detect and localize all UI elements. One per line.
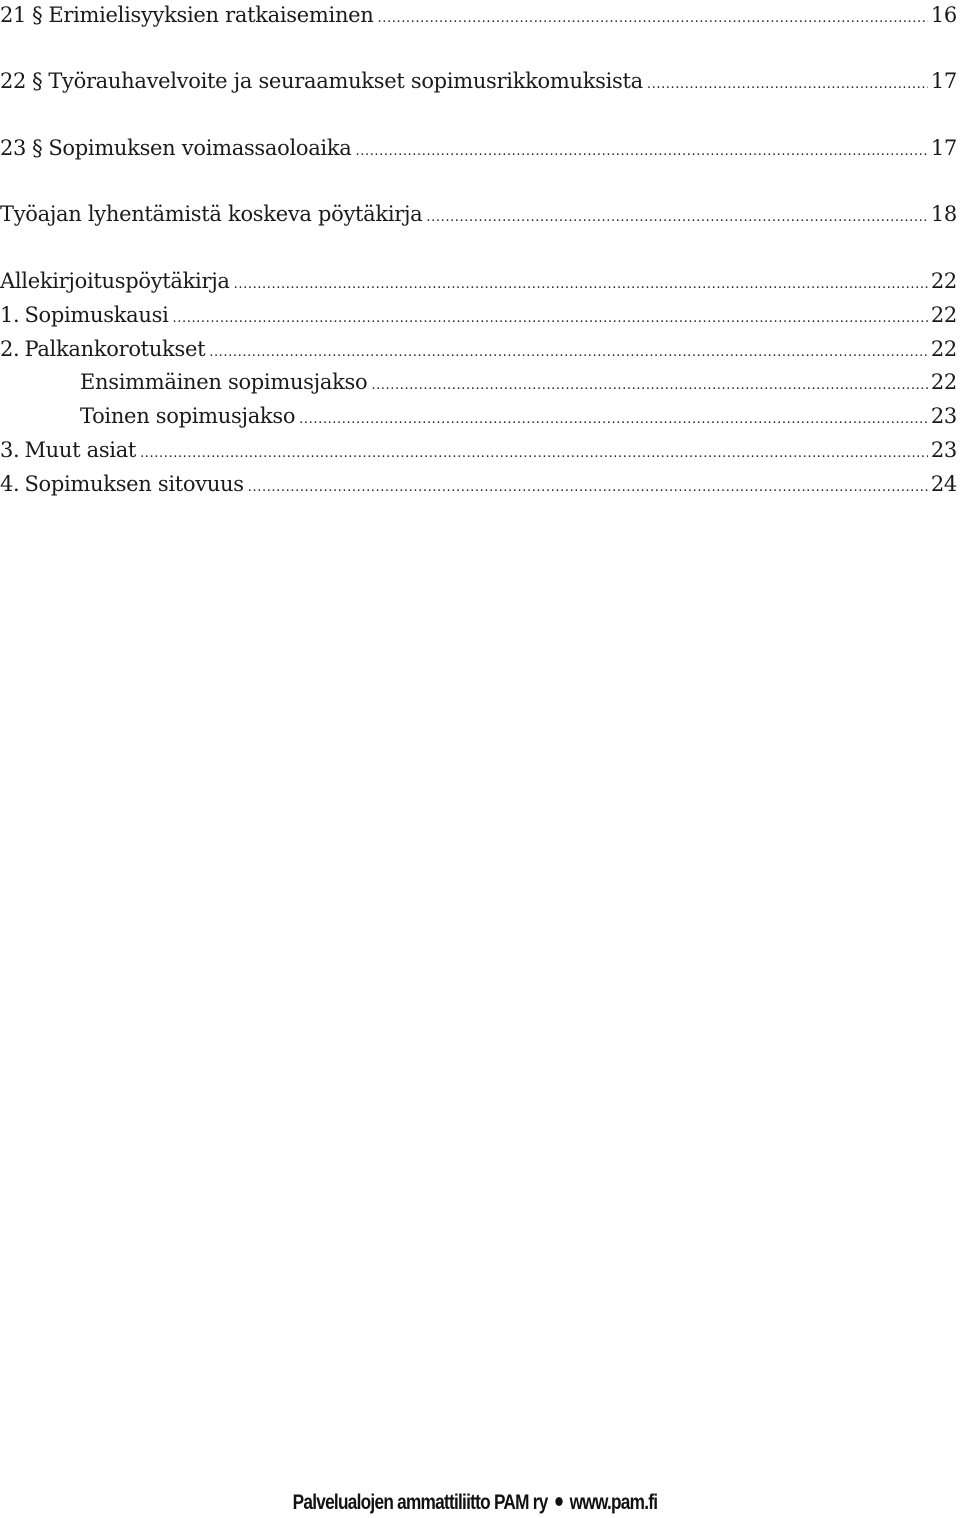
page-footer	[81, 1491, 868, 1515]
toc-entry-page: 16	[930, 3, 957, 27]
toc-entry[interactable]	[0, 369, 957, 399]
toc-entry-title: Toinen sopimusjakso	[80, 404, 296, 428]
toc-entry-number: 1.	[0, 303, 20, 327]
toc-entry-page: 22	[930, 337, 957, 361]
toc-entry-page: 17	[930, 69, 957, 93]
toc-entry-lead	[80, 403, 295, 429]
toc-entry[interactable]	[0, 336, 957, 366]
toc-entry-lead	[0, 2, 374, 28]
dot-leader	[140, 441, 928, 467]
dot-leader	[299, 407, 928, 433]
footer-organization: Palvelualojen ammattiliitto PAM ry	[292, 1491, 548, 1514]
toc-entry-lead	[0, 135, 352, 161]
toc-entry-page: 22	[930, 269, 957, 293]
toc-entry-number: 4.	[0, 472, 20, 496]
toc-entry-lead	[0, 201, 422, 227]
toc-entry[interactable]	[0, 302, 957, 332]
toc-entry-page: 22	[930, 303, 957, 327]
toc-entry-page: 17	[930, 136, 957, 160]
section-sign: §	[32, 69, 43, 93]
toc-entry[interactable]	[0, 2, 957, 32]
toc-entry-lead	[0, 437, 136, 463]
toc-entry-lead	[0, 268, 230, 294]
toc-entry-number: 23	[0, 136, 27, 160]
toc-entry-number: 3.	[0, 438, 20, 462]
toc-entry-number: 22	[0, 69, 27, 93]
toc-entry-title: Sopimuksen sitovuus	[24, 472, 244, 496]
toc-entry-title: Sopimuksen voimassaoloaika	[48, 136, 352, 160]
toc-entry-page: 24	[930, 472, 957, 496]
dot-leader	[378, 6, 928, 32]
toc-entry-number: 2.	[0, 337, 20, 361]
toc-entry[interactable]	[0, 135, 957, 165]
toc-entry-title: Sopimuskausi	[24, 303, 169, 327]
dot-leader	[426, 205, 927, 231]
toc-entry-title: Erimielisyyksien ratkaiseminen	[48, 3, 374, 27]
dot-leader	[356, 139, 928, 165]
dot-leader	[371, 373, 928, 399]
toc-entry-title: Muut asiat	[24, 438, 137, 462]
toc-entry-title: Työrauhavelvoite ja seuraamukset sopimusrikkomuksista	[48, 69, 643, 93]
toc-entry-number: 21	[0, 3, 27, 27]
dot-leader	[234, 272, 928, 298]
toc-entry[interactable]	[0, 268, 957, 298]
toc-entry-lead	[0, 471, 244, 497]
dot-leader	[209, 340, 928, 366]
toc-entry[interactable]	[0, 437, 957, 467]
toc-entry-page: 22	[930, 370, 957, 394]
section-sign: §	[32, 136, 43, 160]
toc-entry-page: 23	[930, 404, 957, 428]
toc-entry-title: Työajan lyhentämistä koskeva pöytäkirja	[0, 202, 423, 226]
toc-entry-lead	[80, 369, 367, 395]
toc-entry[interactable]	[0, 471, 957, 501]
footer-website-link[interactable]: www.pam.fi	[569, 1491, 658, 1514]
toc-entry-title: Ensimmäinen sopimusjakso	[80, 370, 368, 394]
dot-leader	[647, 72, 928, 98]
dot-leader	[173, 306, 928, 332]
toc-entry-page: 18	[930, 202, 957, 226]
dot-leader	[248, 475, 928, 501]
toc-entry-title: Allekirjoituspöytäkirja	[0, 269, 230, 293]
toc-entry-lead	[0, 302, 169, 328]
toc-entry-page: 23	[930, 438, 957, 462]
toc-entry[interactable]	[0, 201, 957, 231]
toc-entry-lead	[0, 336, 205, 362]
section-sign: §	[32, 3, 43, 27]
toc-entry-title: Palkankorotukset	[24, 337, 206, 361]
bullet-separator	[555, 1497, 562, 1506]
toc-entry-lead	[0, 68, 643, 94]
toc-entry[interactable]	[0, 68, 957, 98]
toc-entry[interactable]	[0, 403, 957, 433]
